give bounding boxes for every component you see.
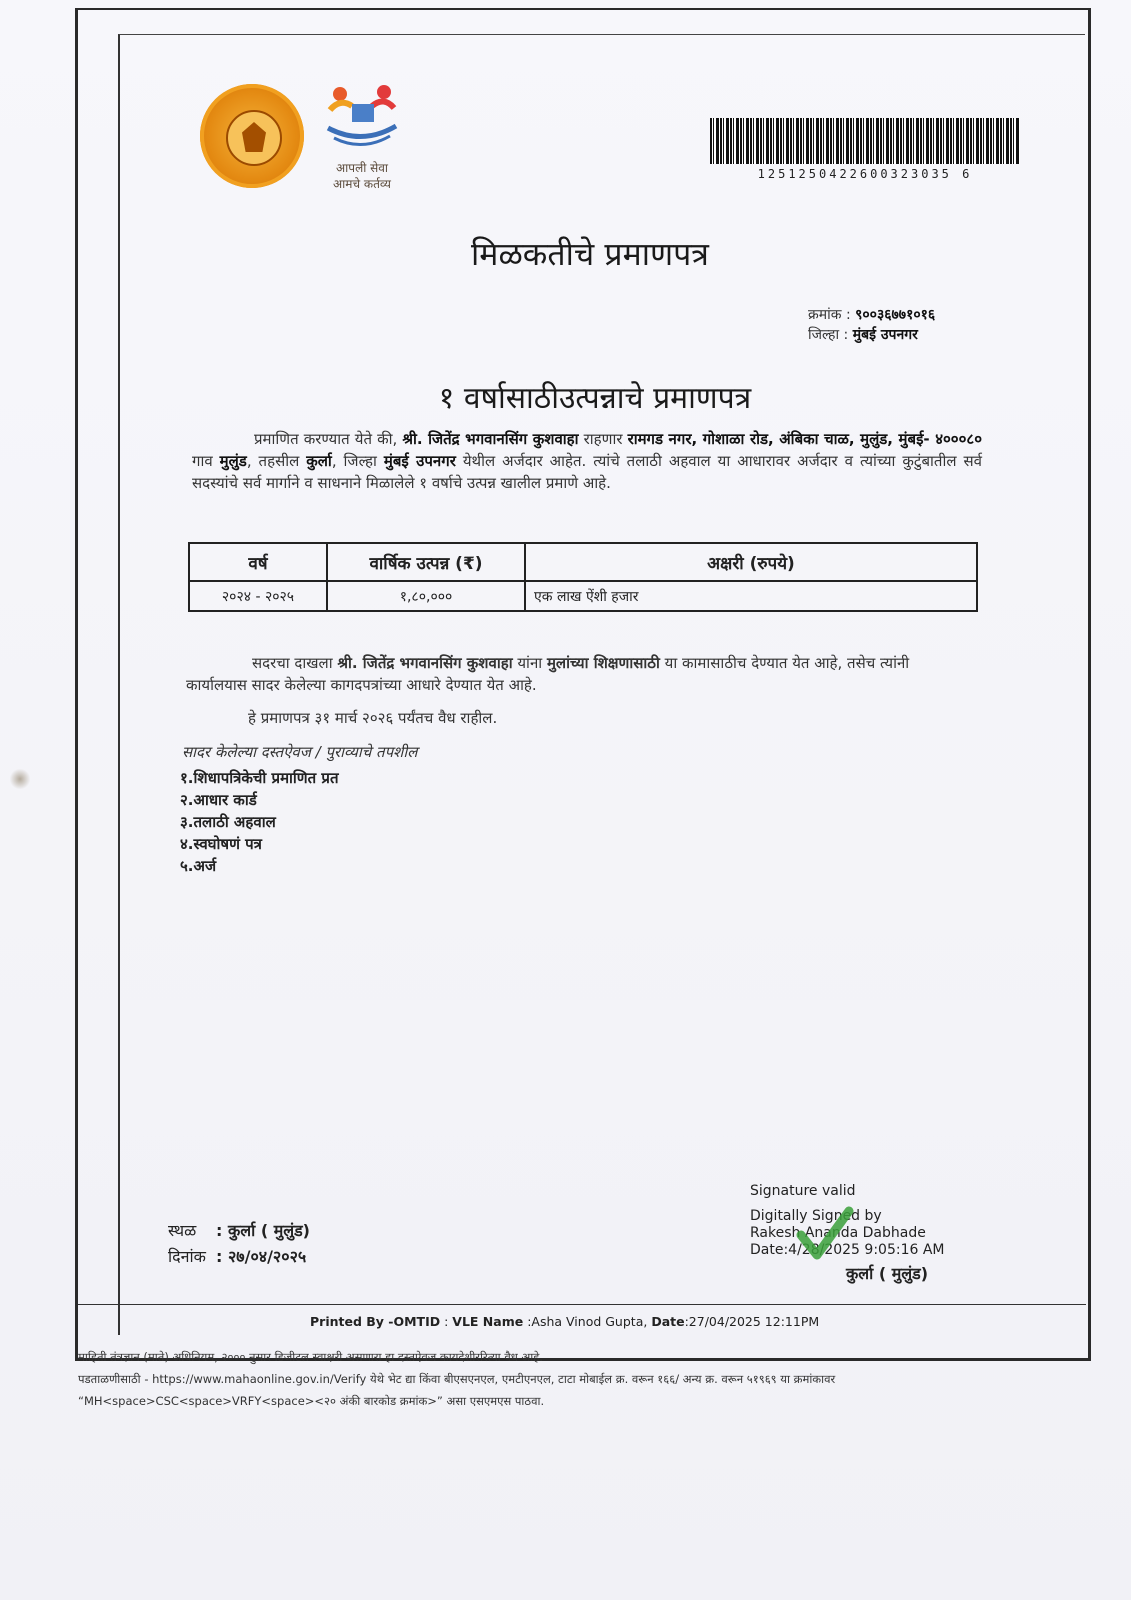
- signature-check-icon: [795, 1205, 855, 1265]
- col-header-annual-income: वार्षिक उत्पन्न (₹): [327, 543, 525, 581]
- documents-list: [180, 767, 339, 877]
- col-header-in-words: अक्षरी (रुपये): [525, 543, 977, 581]
- signature-status: Signature valid: [750, 1183, 856, 1199]
- footer-notes: माहिती तंत्रज्ञान (माते) अधिनियम, २००० नुसार डिजीटल स्वाक्षरी असणारा हा दस्तऐवज कायदेशीररित्या वैध आहे. पडताळणीसाठी - https://www.mahaonline.gov.in/Verify येथे भेट द्या किंवा बीएसएनएल, एमटीएनएल, टाटा मोबाईल क्र. वरून १६६/ अन्य क्र. वरून ५१९६९ या क्रमांकावर “MH<space>CSC<space>VRFY<space><२० अंकी बारकोड क्रमांक>” असा एसएमएस पाठवा.: [78, 1350, 836, 1408]
- cell-in-words: एक लाख ऐंशी हजार: [525, 581, 977, 611]
- list-item: ४.स्वघोषणं पत्र: [180, 835, 262, 853]
- divider: [78, 1304, 1086, 1305]
- documents-heading: सादर केलेल्या दस्तऐवज / पुराव्याचे तपशील: [182, 743, 418, 761]
- certificate-title: मिळकतीचे प्रमाणपत्र: [471, 235, 709, 273]
- date-label: दिनांक: [168, 1247, 206, 1266]
- place-value: : कुर्ला ( मुलुंड): [216, 1221, 310, 1240]
- validity-note: हे प्रमाणपत्र ३१ मार्च २०२६ पर्यंतच वैध राहील.: [248, 709, 498, 727]
- printed-by-line: Printed By -OMTID : VLE Name :Asha Vinod Gupta, Date:27/04/2025 12:11PM: [310, 1314, 820, 1329]
- purpose-paragraph: सदरचा दाखला श्री. जितेंद्र भगवानसिंग कुशवाहा यांना मुलांच्या शिक्षणासाठी या कामासाठीच देण्यात येत आहे, तसेच त्यांनी कार्यालयास सादर केलेल्या कागदपत्रांच्या आधारे देण्यात येत आहे.: [186, 654, 910, 694]
- aapli-seva-logo-icon: [322, 80, 402, 154]
- col-header-year: वर्ष: [189, 543, 327, 581]
- table-row: [189, 581, 977, 611]
- reference-block: क्रमांक : ९००३६७७१०१६ जिल्हा : मुंबई उपनगर: [808, 307, 936, 343]
- place-label: स्थळ: [168, 1221, 197, 1240]
- income-table: [188, 542, 978, 612]
- date-value: : २७/०४/२०२५: [216, 1247, 307, 1266]
- maharashtra-seal-icon: [200, 84, 304, 188]
- logo-tagline: आपली सेवा आमचे कर्तव्य: [333, 161, 391, 191]
- list-item: २.आधार कार्ड: [180, 791, 257, 809]
- barcode-number: 1251250422600323035 6: [757, 167, 973, 181]
- certificate-subtitle: १ वर्षासाठीउत्पन्नाचे प्रमाणपत्र: [438, 381, 752, 416]
- list-item: ३.तलाठी अहवाल: [180, 813, 276, 831]
- cell-year: २०२४ - २०२५: [189, 581, 327, 611]
- digital-signature-block: Signature valid Digitally Signed by Rakesh Ananda Dabhade Date:4/28/2025 9:05:16 AM: [750, 1183, 945, 1258]
- barcode: [710, 118, 1020, 164]
- place-date-block: [168, 1218, 310, 1270]
- paper-smudge: [10, 768, 30, 790]
- office-name: कुर्ला ( मुलुंड): [846, 1264, 929, 1283]
- certification-paragraph: प्रमाणित करण्यात येते की, श्री. जितेंद्र भगवानसिंग कुशवाहा राहणार रामगड नगर, गोशाळा रोड, अंबिका चाळ, मुलुंड, मुंबई- ४०००८० गाव मुलुंड, तहसील कुर्ला, जिल्हा मुंबई उपनगर येथील अर्जदार आहेत. त्यांचे तलाठी अहवाल या आधारावर अर्जदार व त्यांच्या कुटुंबातील सर्व सदस्यांचे सर्व मार्गाने व साधनाने मिळालेले १ वर्षाचे उत्पन्न खालील प्रमाणे आहे.: [192, 430, 982, 492]
- list-item: १.शिधापत्रिकेची प्रमाणित प्रत: [180, 769, 339, 787]
- cell-income: १,८०,०००: [327, 581, 525, 611]
- list-item: ५.अर्ज: [180, 857, 217, 875]
